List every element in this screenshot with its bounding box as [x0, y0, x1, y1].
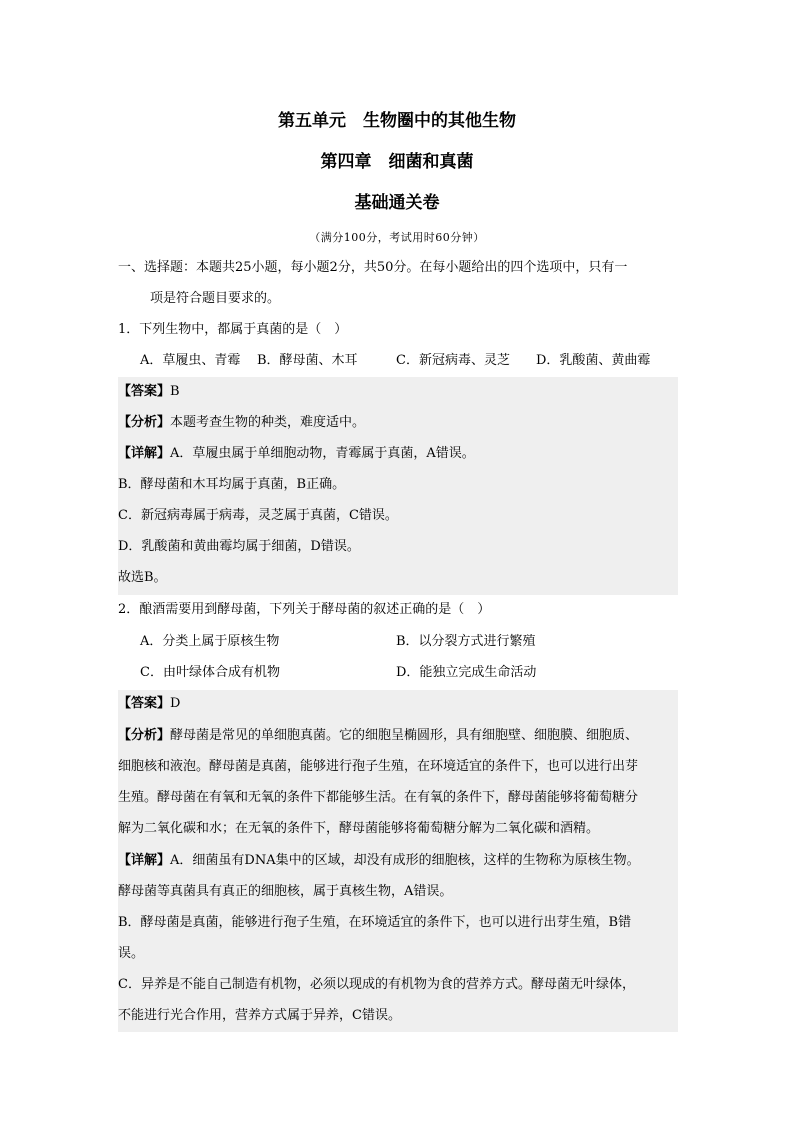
section-instructions-cont: 项是符合题目要求的。	[150, 291, 281, 306]
question-1-option-c: C．新冠病毒、灵芝	[396, 353, 510, 368]
question-2-detail-line: 误。	[118, 946, 145, 961]
question-1-detail-line: B．酵母菌和木耳均属于真菌，B正确。	[118, 477, 346, 492]
question-2-option-a: A．分类上属于原核生物	[140, 634, 280, 649]
paper-title: 基础通关卷	[354, 193, 440, 213]
question-2-analysis-line: 解为二氧化碳和水；在无氧的条件下，酵母菌能够将葡萄糖分解为二氧化碳和酒精。	[118, 821, 600, 836]
question-1-detail: 【详解】A．草履虫属于单细胞动物，青霉属于真菌，A错误。	[118, 446, 475, 461]
question-1-answer: 【答案】B	[118, 384, 180, 399]
question-1-detail-line: D．乳酸菌和黄曲霉均属于细菌，D错误。	[118, 539, 360, 554]
question-2-option-b: B．以分裂方式进行繁殖	[396, 634, 536, 649]
question-2-analysis: 【分析】酵母菌是常见的单细胞真菌。它的细胞呈椭圆形，具有细胞壁、细胞膜、细胞质、	[118, 728, 639, 743]
question-1-option-d: D．乳酸菌、黄曲霉	[536, 353, 651, 368]
section-instructions: 一、选择题：本题共25小题，每小题2分，共50分。在每小题给出的四个选项中，只有一	[118, 260, 628, 275]
question-2-detail-line: 酵母菌等真菌具有真正的细胞核，属于真核生物，A错误。	[118, 884, 453, 899]
question-2-analysis-line: 细胞核和液泡。酵母菌是真菌，能够进行孢子生殖，在环境适宜的条件下，也可以进行出芽	[118, 759, 639, 774]
question-1-option-b: B．酵母菌、木耳	[257, 353, 358, 368]
chapter-title: 第四章 细菌和真菌	[320, 152, 474, 172]
question-2-stem: 2．酿酒需要用到酵母菌，下列关于酵母菌的叙述正确的是（ ）	[118, 602, 491, 617]
question-1-stem: 1．下列生物中，都属于真菌的是（ ）	[118, 322, 348, 337]
question-2-detail: 【详解】A．细菌虽有DNA集中的区域，却没有成形的细胞核，这样的生物称为原核生物。	[118, 853, 640, 868]
question-1-detail-line: C．新冠病毒属于病毒，灵芝属于真菌，C错误。	[118, 508, 398, 523]
question-2-detail-line: 不能进行光合作用，营养方式属于异养，C错误。	[118, 1008, 401, 1023]
question-2-answer: 【答案】D	[118, 696, 181, 711]
question-2-analysis-line: 生殖。酵母菌在有氧和无氧的条件下都能够生活。在有氧的条件下，酵母菌能够将葡萄糖分	[118, 790, 639, 805]
question-1-option-a: A．草履虫、青霉	[140, 353, 241, 368]
question-2-detail-line: C．异养是不能自己制造有机物，必须以现成的有机物为食的营养方式。酵母菌无叶绿体，	[118, 977, 635, 992]
question-2-option-c: C．由叶绿体合成有机物	[140, 665, 280, 680]
unit-title: 第五单元 生物圈中的其他生物	[278, 111, 516, 131]
question-1-conclusion: 故选B。	[118, 570, 167, 585]
exam-note: （满分100分，考试用时60分钟）	[309, 231, 485, 244]
question-1-analysis: 【分析】本题考查生物的种类，难度适中。	[118, 415, 366, 430]
question-2-detail-line: B．酵母菌是真菌，能够进行孢子生殖，在环境适宜的条件下，也可以进行出芽生殖，B错	[118, 915, 632, 930]
question-2-option-d: D．能独立完成生命活动	[396, 665, 537, 680]
